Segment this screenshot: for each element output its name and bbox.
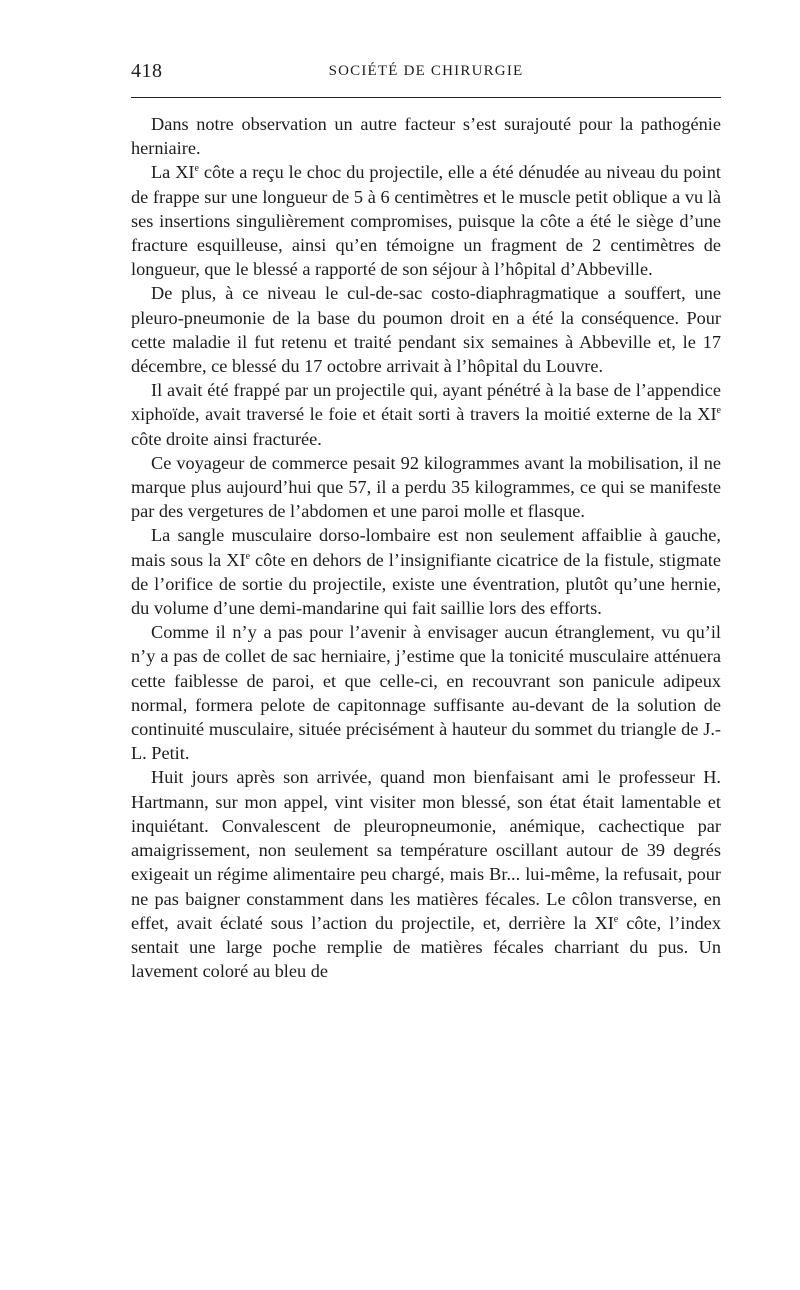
superscript: e [716,405,721,417]
paragraph: La sangle musculaire dorso-lombaire est non seulement affaiblie à gauche, mais sous la XIe côte en dehors de l’insignifiante cicatrice de la fistule, stigmate de l’orifice de sortie du projectile, existe une éventration, plutôt qu’une hernie, du volume d’une demi-mandarine qui fait saillie lors des efforts. [131,525,721,619]
page-header [131,60,721,84]
superscript: e [245,550,251,562]
superscript: e [194,163,199,175]
paragraph: Huit jours après son arrivée, quand mon bienfaisant ami le professeur H. Hartmann, sur mon appel, vint visiter mon blessé, son état était lamentable et inquiétant. Convalescent de pleuropneumonie, anémique, cachectique par amaigrissement, non seulement sa température oscillant autour de 39 degrés exigeait un régime alimentaire peu chargé, mais Br... lui-même, la refusait, pour ne pas baigner constamment dans les matières fécales. Le côlon transverse, en effet, avait éclaté sous l’action du projectile, et, derrière la XIe côte, l’index sentait une large poche remplie de matières fécales charriant du pus. Un lavement coloré au bleu de [131,767,721,982]
header-rule [131,97,721,98]
paragraph: Comme il n’y a pas pour l’avenir à envisager aucun étranglement, vu qu’il n’y a pas de collet de sac herniaire, j’estime que la tonicité musculaire atténuera cette faiblesse de paroi, et que celle-ci, en recouvrant son panicule adipeux normal, formera pelote de capitonnage suffisante au-devant de la solution de continuité musculaire, située précisément à hauteur du sommet du triangle de J.-L. Petit. [131,622,721,764]
superscript: e [613,913,619,925]
running-head: SOCIÉTÉ DE CHIRURGIE [328,63,524,79]
paragraph: Dans notre observation un autre facteur s’est surajouté pour la pathogénie herniaire. [131,114,721,159]
body-text [131,112,721,983]
paragraph: De plus, à ce niveau le cul-de-sac costo-diaphragmatique a souffert, une pleuro-pneumonie de la base du poumon droit en a été la conséquence. Pour cette maladie il fut retenu et traité pendant six semaines à Abbeville et, le 17 décembre, ce blessé du 17 octobre arrivait à l’hôpital du Louvre. [131,283,721,377]
paragraph: La XIe côte a reçu le choc du projectile, elle a été dénudée au niveau du point de frappe sur une longueur de 5 à 6 centimètres et le muscle petit oblique a vu là ses insertions singulièrement compromises, puisque la côte a été le siège d’une fracture esquilleuse, ainsi qu’en témoigne un fragment de 2 centimètres de longueur, que le blessé a rapporté de son séjour à l’hôpital d’Abbeville. [131,162,721,280]
page-number: 418 [131,60,163,82]
paragraph: Il avait été frappé par un projectile qui, ayant pénétré à la base de l’appendice xiphoïde, avait traversé le foie et était sorti à travers la moitié externe de la XIe côte droite ainsi fracturée. [131,380,721,449]
paragraph: Ce voyageur de commerce pesait 92 kilogrammes avant la mobilisation, il ne marque plus aujourd’hui que 57, il a perdu 35 kilogrammes, ce qui se manifeste par des vergetures de l’abdomen et une paroi molle et flasque. [131,452,721,522]
